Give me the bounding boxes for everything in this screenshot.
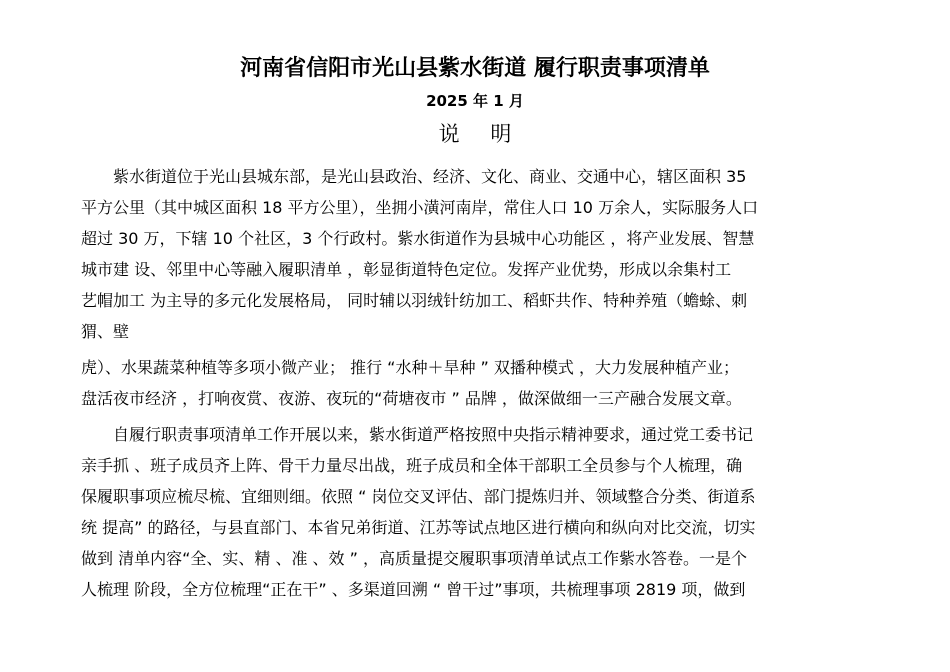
paragraph-line: 统 提高” 的路径，与县直部门、本省兄弟街道、江苏等试点地区进行横向和纵向对比交流，切实 [81,518,756,537]
paragraph-line: 自履行职责事项清单工作开展以来，紫水街道严格按照中央指示精神要求，通过党工委书记 [113,425,754,444]
paragraph-line: 城市建 设、邻里中心等融入履职清单 ，彰显街道特色定位。发挥产业优势，形成以余集村工 [81,260,732,279]
paragraph-line: 保履职事项应梳尽梳、宜细则细。依照 “ 岗位交叉评估、部门提炼归并、领域整合分类、街道系 [81,487,756,506]
paragraph-line: 盘活夜市经济 ，打响夜赏、夜游、夜玩的“荷塘夜市 ” 品牌 ，做深做细一三产融合发展文章。 [81,389,742,408]
document-title: 河南省信阳市光山县紫水街道 履行职责事项清单 [240,56,710,81]
paragraph-line: 猬、壁 [81,322,130,341]
section-heading: 说 明 [438,122,524,146]
paragraph-line: 做到 清单内容“全、实、精 、准 、效 ” ，高质量提交履职事项清单试点工作紫水答卷。一是个 [81,549,748,568]
paragraph-line: 紫水街道位于光山县城东部，是光山县政治、经济、文化、商业、交通中心，辖区面积 35 [113,167,747,186]
paragraph-line: 超过 30 万，下辖 10 个社区，3 个行政村。紫水街道作为县城中心功能区 ，将产业发展、智慧 [81,229,755,248]
paragraph-line: 平方公里（其中城区面积 18 平方公里），坐拥小潢河南岸，常住人口 10 万余人，实际服务人口 [81,198,759,217]
paragraph-line: 虎）、水果蔬菜种植等多项小微产业； 推行 “水种＋旱种 ” 双播种模式 ，大力发展种植产业； [81,358,740,377]
paragraph-line: 人梳理 阶段，全方位梳理“正在干” 、多渠道回溯 “ 曾干过”事项，共梳理事项 2819 项，做到 [81,580,746,599]
document-date: 2025 年 1 月 [426,92,524,110]
paragraph-line: 艺帽加工 为主导的多元化发展格局， 同时辅以羽绒针纺加工、稻虾共作、特种养殖（蟾蜍、刺 [81,291,748,310]
paragraph-line: 亲手抓 、班子成员齐上阵、骨干力量尽出战，班子成员和全体干部职工全员参与个人梳理，确 [81,456,743,475]
